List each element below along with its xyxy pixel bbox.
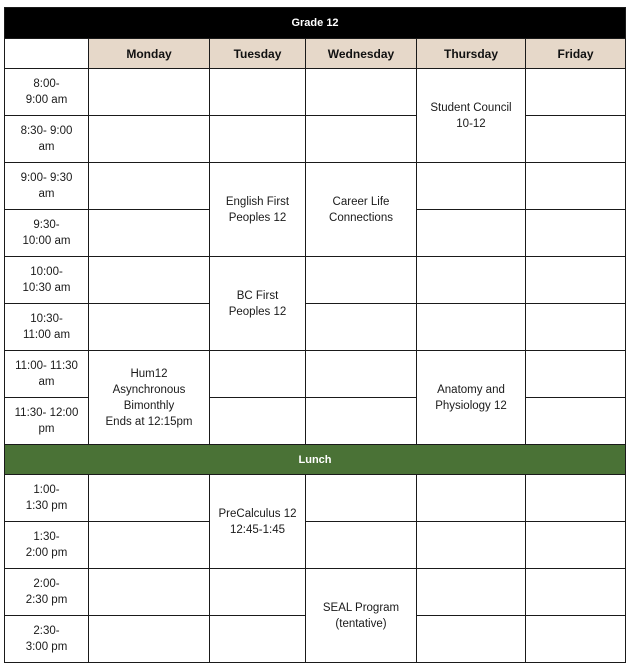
empty-cell	[526, 116, 626, 163]
time-slot: 10:00- 10:30 am	[5, 257, 89, 304]
empty-cell	[526, 163, 626, 210]
class-bc-first-peoples: BC First Peoples 12	[210, 257, 306, 351]
empty-cell	[526, 522, 626, 569]
empty-cell	[526, 569, 626, 616]
day-header-friday: Friday	[526, 39, 626, 69]
empty-cell	[526, 304, 626, 351]
empty-cell	[89, 616, 210, 663]
empty-cell	[306, 522, 417, 569]
empty-cell	[89, 69, 210, 116]
class-anatomy-physiology: Anatomy and Physiology 12	[417, 351, 526, 445]
empty-cell	[210, 398, 306, 445]
empty-cell	[89, 522, 210, 569]
empty-cell	[306, 69, 417, 116]
class-seal-program: SEAL Program (tentative)	[306, 569, 417, 663]
empty-cell	[417, 522, 526, 569]
empty-cell	[306, 398, 417, 445]
time-slot: 1:30- 2:00 pm	[5, 522, 89, 569]
day-header-monday: Monday	[89, 39, 210, 69]
empty-cell	[89, 257, 210, 304]
time-slot: 9:30- 10:00 am	[5, 210, 89, 257]
day-header-tuesday: Tuesday	[210, 39, 306, 69]
empty-cell	[89, 163, 210, 210]
empty-cell	[417, 569, 526, 616]
time-slot: 9:00- 9:30 am	[5, 163, 89, 210]
empty-cell	[89, 116, 210, 163]
empty-cell	[306, 116, 417, 163]
schedule-title: Grade 12	[5, 8, 626, 39]
time-slot: 2:30- 3:00 pm	[5, 616, 89, 663]
empty-cell	[306, 257, 417, 304]
empty-cell	[210, 69, 306, 116]
empty-cell	[417, 475, 526, 522]
empty-cell	[526, 475, 626, 522]
corner-cell	[5, 39, 89, 69]
class-english-first-peoples: English First Peoples 12	[210, 163, 306, 257]
empty-cell	[306, 304, 417, 351]
empty-cell	[210, 569, 306, 616]
empty-cell	[417, 304, 526, 351]
empty-cell	[306, 351, 417, 398]
empty-cell	[526, 616, 626, 663]
class-career-life-connections: Career Life Connections	[306, 163, 417, 257]
time-slot: 8:00- 9:00 am	[5, 69, 89, 116]
empty-cell	[89, 475, 210, 522]
empty-cell	[526, 351, 626, 398]
empty-cell	[417, 210, 526, 257]
class-student-council: Student Council 10-12	[417, 69, 526, 163]
class-precalculus: PreCalculus 12 12:45-1:45	[210, 475, 306, 569]
time-slot: 1:00- 1:30 pm	[5, 475, 89, 522]
empty-cell	[417, 616, 526, 663]
empty-cell	[89, 304, 210, 351]
time-slot: 8:30- 9:00 am	[5, 116, 89, 163]
empty-cell	[417, 163, 526, 210]
empty-cell	[417, 257, 526, 304]
time-slot: 10:30- 11:00 am	[5, 304, 89, 351]
empty-cell	[526, 69, 626, 116]
empty-cell	[210, 616, 306, 663]
time-slot: 11:00- 11:30 am	[5, 351, 89, 398]
empty-cell	[210, 351, 306, 398]
time-slot: 11:30- 12:00 pm	[5, 398, 89, 445]
empty-cell	[526, 398, 626, 445]
empty-cell	[526, 257, 626, 304]
empty-cell	[306, 475, 417, 522]
day-header-wednesday: Wednesday	[306, 39, 417, 69]
empty-cell	[210, 116, 306, 163]
empty-cell	[89, 210, 210, 257]
time-slot: 2:00- 2:30 pm	[5, 569, 89, 616]
empty-cell	[526, 210, 626, 257]
grade-12-schedule-table	[4, 7, 626, 663]
empty-cell	[89, 569, 210, 616]
lunch-banner: Lunch	[5, 445, 626, 475]
class-hum12: Hum12 Asynchronous Bimonthly Ends at 12:15pm	[89, 351, 210, 445]
day-header-thursday: Thursday	[417, 39, 526, 69]
